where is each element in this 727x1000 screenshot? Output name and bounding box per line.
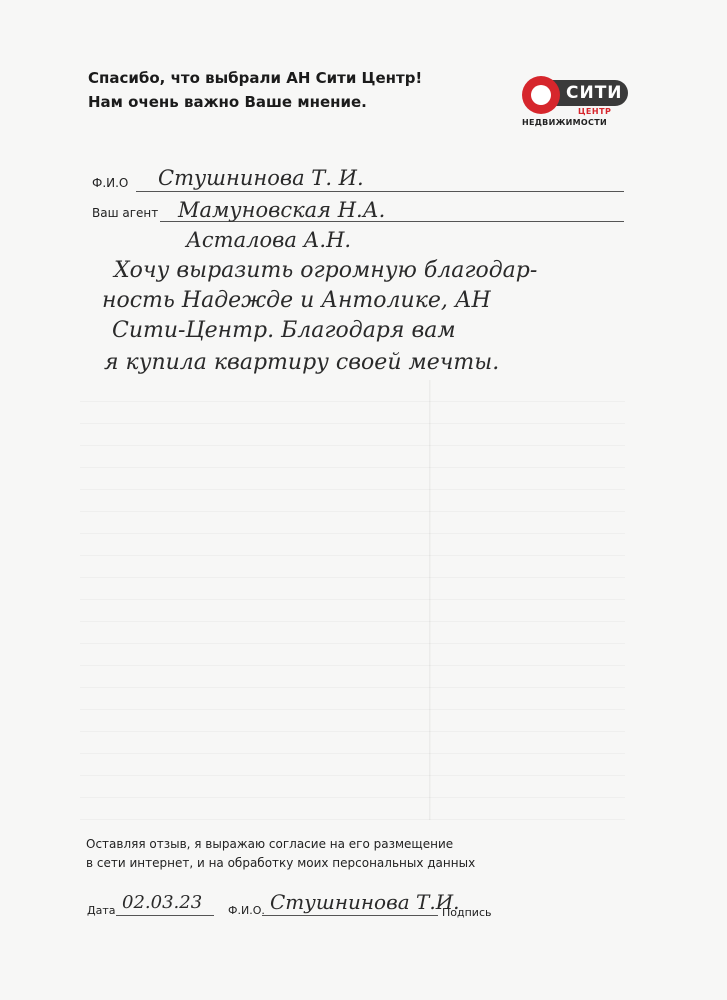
fio-underline [136, 191, 624, 192]
page-heading [88, 66, 422, 114]
fio-label: Ф.И.О [92, 176, 129, 190]
heading-line-1: Спасибо, что выбрали АН Сити Центр! [88, 69, 423, 87]
review-line-3: Сити-Центр. Благодаря вам [112, 318, 456, 343]
consent-line-1: Оставляя отзыв, я выражаю согласие на его размещение [86, 837, 454, 851]
footer-fio-underline [262, 915, 438, 916]
review-line-4: я купила квартиру своей мечты. [104, 350, 500, 375]
footer-fio-handwritten-value: Стушнинова Т.И. [270, 890, 460, 914]
logo-subtitle-center: ЦЕНТР [578, 107, 612, 116]
consent-text [86, 835, 475, 873]
bleed-through-background [80, 380, 625, 820]
review-line-1: Хочу выразить огромную благодар- [114, 258, 538, 283]
logo-subtitle-realty: НЕДВИЖИМОСТИ [522, 118, 607, 127]
review-line-2: ность Надежде и Антолике, АН [102, 288, 491, 313]
footer-fio-label: Ф.И.О. [228, 904, 265, 917]
logo-circle-icon [522, 76, 560, 114]
date-underline [116, 915, 214, 916]
logo-main-badge [548, 80, 628, 106]
agent-label: Ваш агент [92, 206, 159, 220]
heading-line-2: Нам очень важно Ваше мнение. [88, 93, 367, 111]
logo-main-text: СИТИ [566, 83, 623, 103]
signature-label: Подпись [442, 906, 492, 919]
fio-handwritten-value: Стушнинова Т. И. [158, 166, 364, 190]
date-handwritten-value: 02.03.23 [122, 892, 203, 913]
company-logo [520, 74, 630, 130]
date-label: Дата [87, 904, 116, 917]
agent-handwritten-line-1: Мамуновская Н.А. [178, 198, 386, 222]
agent-handwritten-line-2: Асталова А.Н. [186, 228, 352, 252]
consent-line-2: в сети интернет, и на обработку моих персональных данных [86, 856, 476, 870]
